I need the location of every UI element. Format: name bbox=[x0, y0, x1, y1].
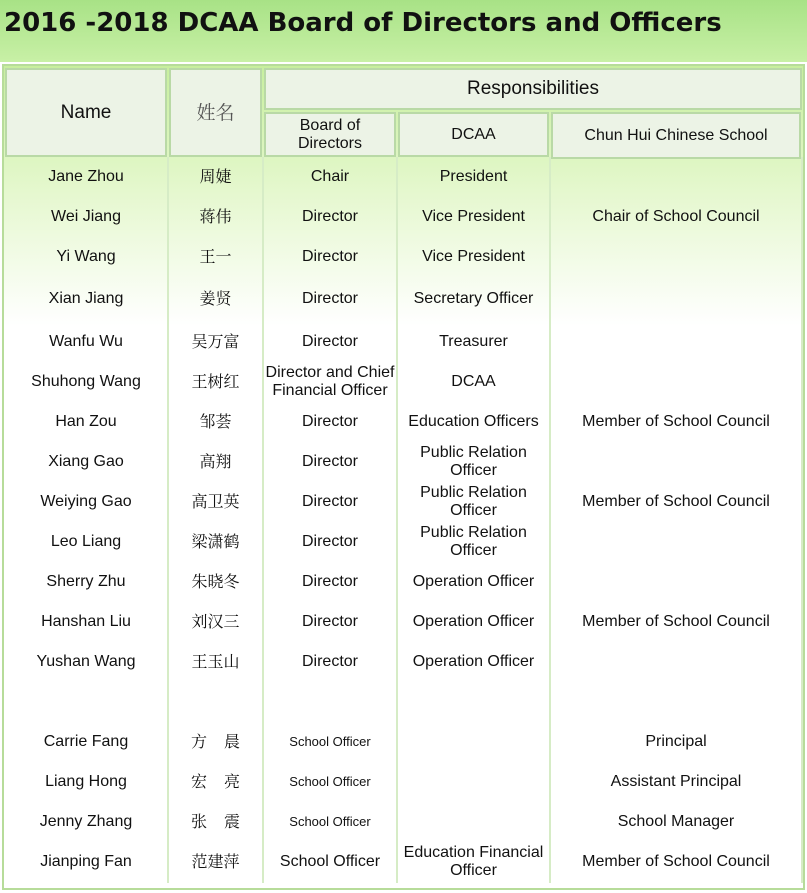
dcaa-role-cell: Public Relation Officer bbox=[420, 484, 527, 519]
board-role-cell: School Officer bbox=[289, 734, 371, 749]
chinese-name-cell: 刘汉三 bbox=[191, 612, 240, 631]
board-role-cell: Director bbox=[301, 613, 358, 630]
school-role-cell bbox=[551, 279, 801, 319]
school-role-cell bbox=[551, 562, 801, 602]
chinese-name-cell: 方 晨 bbox=[190, 732, 247, 751]
chinese-name-cell: 王一 bbox=[199, 247, 232, 266]
name-cell: Shuhong Wang bbox=[31, 373, 141, 390]
school-role-cell: Chair of School Council bbox=[592, 208, 760, 225]
chinese-name-cell: 梁潇鹤 bbox=[191, 532, 240, 551]
board-role-cell: Chair bbox=[310, 168, 350, 185]
dcaa-role-cell: Vice President bbox=[422, 248, 525, 265]
school-role-cell: School Manager bbox=[617, 813, 735, 830]
school-role-cell bbox=[551, 322, 801, 362]
board-role-cell: Director bbox=[301, 453, 358, 470]
chinese-name-cell: 高翔 bbox=[199, 452, 232, 471]
dcaa-role-cell: Vice President bbox=[422, 208, 525, 225]
name-cell: Leo Liang bbox=[50, 533, 122, 550]
board-role-cell: Director bbox=[301, 493, 358, 510]
board-role-cell: Director bbox=[301, 573, 358, 590]
chinese-name-cell: 王树红 bbox=[191, 372, 240, 391]
name-cell: Yushan Wang bbox=[36, 653, 136, 670]
name-cell: Liang Hong bbox=[45, 773, 127, 790]
name-cell: Hanshan Liu bbox=[41, 613, 131, 630]
chinese-name-cell: 宏 亮 bbox=[190, 772, 247, 791]
board-role-cell: School Officer bbox=[279, 853, 381, 870]
school-role-cell bbox=[551, 237, 801, 277]
name-cell: Carrie Fang bbox=[43, 733, 129, 750]
chinese-name-cell: 蒋伟 bbox=[199, 207, 232, 226]
school-role-cell: Member of School Council bbox=[582, 493, 770, 510]
board-role-cell: Director bbox=[301, 653, 358, 670]
board-role-cell: Director bbox=[301, 333, 358, 350]
dcaa-role-cell: Education Officers bbox=[408, 413, 539, 430]
board-role-cell: Director bbox=[301, 290, 358, 307]
board-role-cell: Director bbox=[301, 533, 358, 550]
dcaa-column-header: DCAA bbox=[398, 112, 549, 157]
dcaa-role-cell: Secretary Officer bbox=[413, 290, 534, 307]
name-cell: Yi Wang bbox=[56, 248, 116, 265]
dcaa-role-cell: Operation Officer bbox=[412, 573, 535, 590]
dcaa-role-cell: Public Relation Officer bbox=[420, 524, 527, 559]
board-role-cell: School Officer bbox=[289, 814, 371, 829]
dcaa-role-cell: Public Relation Officer bbox=[420, 444, 527, 479]
name-cell: Wanfu Wu bbox=[49, 333, 123, 350]
dcaa-role-cell: Operation Officer bbox=[412, 613, 535, 630]
name-cell: Jenny Zhang bbox=[39, 813, 133, 830]
name-cell: Jianping Fan bbox=[40, 853, 132, 870]
school-role-cell: Member of School Council bbox=[582, 413, 770, 430]
school-role-cell: Member of School Council bbox=[582, 613, 770, 630]
chinese-name-cell: 吴万富 bbox=[191, 332, 240, 351]
dcaa-role-cell: President bbox=[439, 168, 508, 185]
name-cell: Jane Zhou bbox=[48, 168, 124, 185]
chinese-name-cell: 朱晓冬 bbox=[191, 572, 240, 591]
page-title: 2016 -2018 DCAA Board of Directors and Officers bbox=[4, 8, 722, 38]
board-role-cell: Director bbox=[301, 248, 358, 265]
chinese-name-column-header: 姓名 bbox=[169, 68, 262, 157]
chinese-name-cell: 周婕 bbox=[199, 167, 232, 186]
name-cell: Sherry Zhu bbox=[46, 573, 126, 590]
name-cell: Xiang Gao bbox=[48, 453, 124, 470]
school-role-cell bbox=[551, 642, 801, 682]
chinese-name-cell: 王玉山 bbox=[191, 652, 240, 671]
dcaa-role-cell bbox=[398, 722, 549, 762]
board-role-cell: Director bbox=[301, 208, 358, 225]
chinese-name-cell: 姜贤 bbox=[199, 289, 232, 308]
school-role-cell: Principal bbox=[645, 733, 707, 750]
dcaa-role-cell: DCAA bbox=[451, 373, 496, 390]
chinese-name-cell: 范建萍 bbox=[191, 852, 240, 871]
school-role-cell bbox=[551, 522, 801, 562]
name-column-header: Name bbox=[5, 68, 167, 157]
board-role-cell: Director and Chief Financial Officer bbox=[265, 364, 395, 399]
chinese-name-cell: 邹荟 bbox=[199, 412, 232, 431]
chinese-name-cell: 高卫英 bbox=[191, 492, 240, 511]
school-column-header: Chun Hui Chinese School bbox=[551, 112, 801, 159]
school-role-cell bbox=[551, 442, 801, 482]
dcaa-role-cell: Treasurer bbox=[439, 333, 508, 350]
chinese-name-cell: 张 震 bbox=[190, 812, 247, 831]
school-role-cell: Assistant Principal bbox=[610, 773, 742, 790]
dcaa-role-cell bbox=[398, 802, 549, 842]
board-column-header: Board of Directors bbox=[264, 112, 396, 157]
school-role-cell bbox=[551, 157, 801, 197]
school-role-cell bbox=[551, 362, 801, 402]
responsibilities-header: Responsibilities bbox=[264, 68, 802, 110]
school-role-cell: Member of School Council bbox=[582, 853, 770, 870]
dcaa-role-cell: Education Financial Officer bbox=[403, 844, 544, 879]
dcaa-role-cell: Operation Officer bbox=[412, 653, 535, 670]
name-cell: Xian Jiang bbox=[48, 290, 124, 307]
name-cell: Wei Jiang bbox=[51, 208, 121, 225]
page-header bbox=[0, 0, 807, 62]
column-divider bbox=[801, 157, 803, 883]
board-role-cell: School Officer bbox=[289, 774, 371, 789]
dcaa-role-cell bbox=[398, 762, 549, 802]
name-cell: Han Zou bbox=[55, 413, 117, 430]
board-role-cell: Director bbox=[301, 413, 358, 430]
name-cell: Weiying Gao bbox=[40, 493, 132, 510]
